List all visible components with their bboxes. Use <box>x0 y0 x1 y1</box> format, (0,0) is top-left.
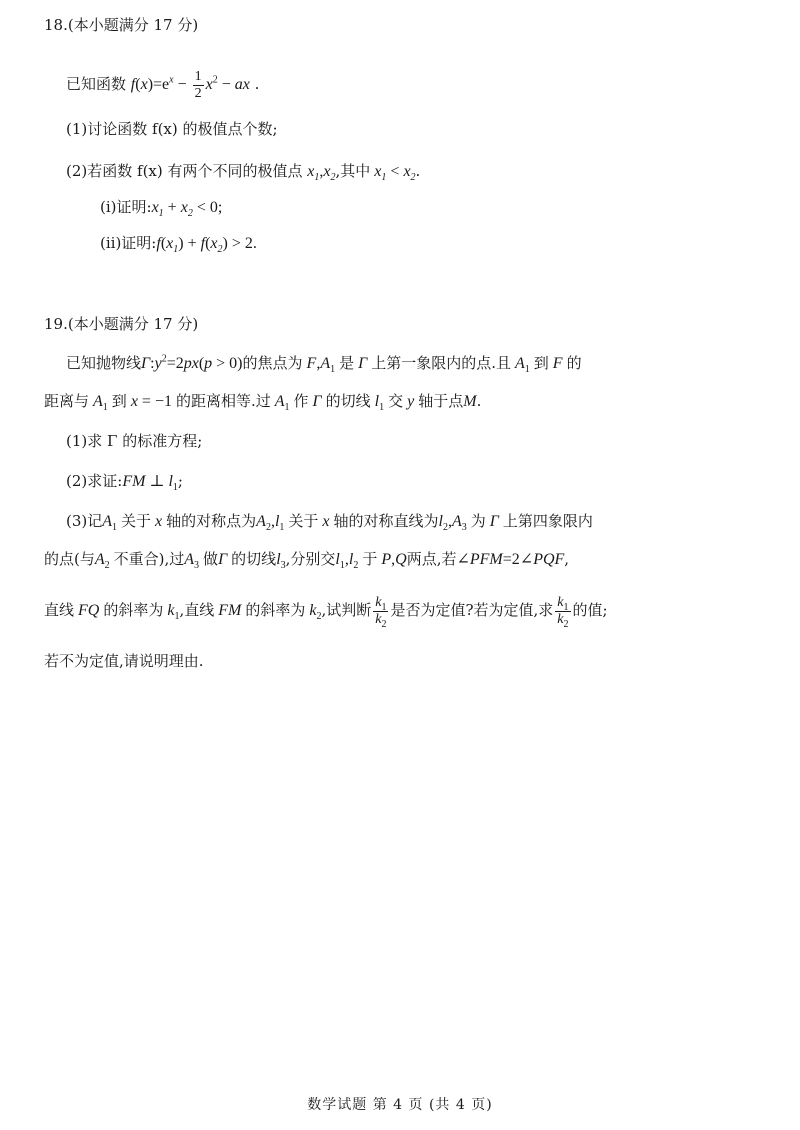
q19-text: 关于 <box>121 512 152 530</box>
q19-math: FM <box>214 602 246 619</box>
q19-math: $k_2$ <box>305 602 322 623</box>
q18-header: 18.(本小题满分 17 分) <box>44 16 199 34</box>
q18-sub-ii-formula: $f(x_1) + f(x_2) > 2$. <box>156 235 257 256</box>
q19-text: ; <box>177 472 183 490</box>
q19-text: 做 <box>203 550 219 568</box>
q19-text: 直线 <box>44 601 75 619</box>
q19-text: 交 <box>388 392 404 410</box>
q18-part-2-text-3: . <box>415 162 421 180</box>
q18-sub-ii-label: (ⅱ)证明: <box>100 234 157 252</box>
q19-text: 的焦点为 <box>242 354 303 372</box>
q19-math: $A_3$ <box>184 551 200 572</box>
q19-math: x = −1 <box>126 393 176 410</box>
q19-math: Γ <box>485 513 503 530</box>
q18-function-formula: $f(x)=e^x$ − $\frac{1}{2}$ $x^2$ − ax <box>130 68 250 101</box>
q19-text: 的距离相等.过 <box>175 392 271 410</box>
q19-math: Γ <box>218 551 232 568</box>
q19-part-3-line-3 <box>44 590 608 631</box>
q19-part-3-line-4: 若不为定值,请说明理由. <box>44 652 204 670</box>
q19-text: ,直线 <box>179 601 215 619</box>
q19-part-3-line-1 <box>66 510 593 533</box>
page-footer: 数学试题 第 4 页 (共 4 页) <box>307 1097 493 1113</box>
q19-text: 的斜率为 <box>245 601 306 619</box>
q19-part-2 <box>66 470 183 493</box>
q19-math: F <box>548 355 567 372</box>
q18-x1-x2: $x_1,x_2$ <box>307 163 336 184</box>
q19-math: x <box>151 513 167 530</box>
q19-text: 的 <box>566 354 582 372</box>
q19-line-2 <box>44 390 481 413</box>
q19-math: $l_1,l_2$ <box>335 551 359 572</box>
q19-text: . <box>476 392 482 410</box>
q19-text: (2)求证: <box>66 472 123 490</box>
q19-text: 的切线 <box>325 392 371 410</box>
q19-text: 两点,若 <box>406 550 457 568</box>
q19-math: $F,A_1$ <box>302 355 336 376</box>
q19-text: (3)记 <box>66 512 103 530</box>
q19-text: 轴的对称直线为 <box>333 512 439 530</box>
q19-k1-over-k2-fraction-2: $\frac{k_1}{k_2}$ <box>557 594 569 630</box>
q19-text: 轴的对称点为 <box>166 512 257 530</box>
q19-math: FQ <box>74 602 104 619</box>
q19-text: 关于 <box>288 512 319 530</box>
q19-parabola-formula: $\Gamma:y^2=2px(p > 0)$ <box>141 353 243 372</box>
q19-text: 于 <box>362 550 378 568</box>
q19-text: 不重合),过 <box>113 550 185 568</box>
q18-sub-i-label: (ⅰ)证明: <box>100 198 152 216</box>
q19-text: ,分别交 <box>285 550 336 568</box>
q19-text: 已知抛物线 <box>66 354 142 372</box>
q19-math: $l_2,A_3$ <box>438 513 467 534</box>
q19-text: 为 <box>470 512 486 530</box>
q19-text: 到 <box>111 392 127 410</box>
q18-part-2 <box>66 160 420 183</box>
q19-math: $A_1$ <box>102 513 118 534</box>
q19-math: $l_1$ <box>370 393 385 414</box>
q19-math: y <box>403 393 419 410</box>
q18-part-1: (1)讨论函数 f(x) 的极值点个数; <box>66 120 278 138</box>
q18-x1-lt-x2: $x_1 < x_2$ <box>370 163 416 184</box>
q19-math: x <box>318 513 334 530</box>
q19-text: 是 <box>339 354 355 372</box>
q18-sub-i-formula: $x_1 + x_2 < 0$; <box>151 199 223 220</box>
q18-stem <box>66 64 259 105</box>
q18-sub-ii <box>100 232 257 255</box>
q19-text: 的点(与 <box>44 550 95 568</box>
q18-stem-suffix: . <box>254 75 260 93</box>
q19-text: 作 <box>293 392 309 410</box>
q19-math: $l_3$ <box>276 551 286 572</box>
q19-text: 是否为定值?若为定值,求 <box>390 601 554 619</box>
q19-math: $A_2$ <box>94 551 110 572</box>
q19-math: $A_2,l_1$ <box>256 513 285 534</box>
q19-text: 到 <box>533 354 549 372</box>
q19-text: , <box>564 550 570 568</box>
q19-header: 19.(本小题满分 17 分) <box>44 315 199 333</box>
q18-part-2-text: (2)若函数 f(x) 有两个不同的极值点 <box>66 162 303 180</box>
q19-line-1 <box>66 352 582 375</box>
q18-sub-i <box>100 196 222 219</box>
q19-k1-over-k2-fraction: $\frac{k_1}{k_2}$ <box>375 594 387 630</box>
q19-text: 轴于点 <box>418 392 464 410</box>
q19-math: $A_1$ <box>270 393 290 414</box>
q19-text: 的斜率为 <box>103 601 164 619</box>
q19-angle-condition: ∠PFM=2∠PQF <box>456 551 565 568</box>
q19-text: 距离与 <box>44 392 90 410</box>
q19-part-1: (1)求 Γ 的标准方程; <box>66 432 203 450</box>
q19-fm-perp-l1: FM ⊥ $l_1$ <box>122 473 178 494</box>
q19-text: 上第四象限内 <box>502 512 593 530</box>
q19-text: 的值; <box>572 601 608 619</box>
q19-math: $A_1$ <box>89 393 108 414</box>
q19-math: $k_1$ <box>163 602 180 623</box>
q19-math: Γ <box>354 355 372 372</box>
q19-math: Γ <box>308 393 326 410</box>
q19-part-3-line-2 <box>44 548 569 571</box>
q19-math: $A_1$ <box>511 355 530 376</box>
q19-math: M <box>463 393 477 410</box>
q19-math: P,Q <box>377 551 407 568</box>
q19-text: 上第一象限内的点.且 <box>371 354 511 372</box>
q18-part-2-text-2: ,其中 <box>335 162 371 180</box>
q19-text: 的切线 <box>231 550 277 568</box>
q18-stem-prefix: 已知函数 <box>66 75 127 93</box>
q19-text: ,试判断 <box>321 601 372 619</box>
